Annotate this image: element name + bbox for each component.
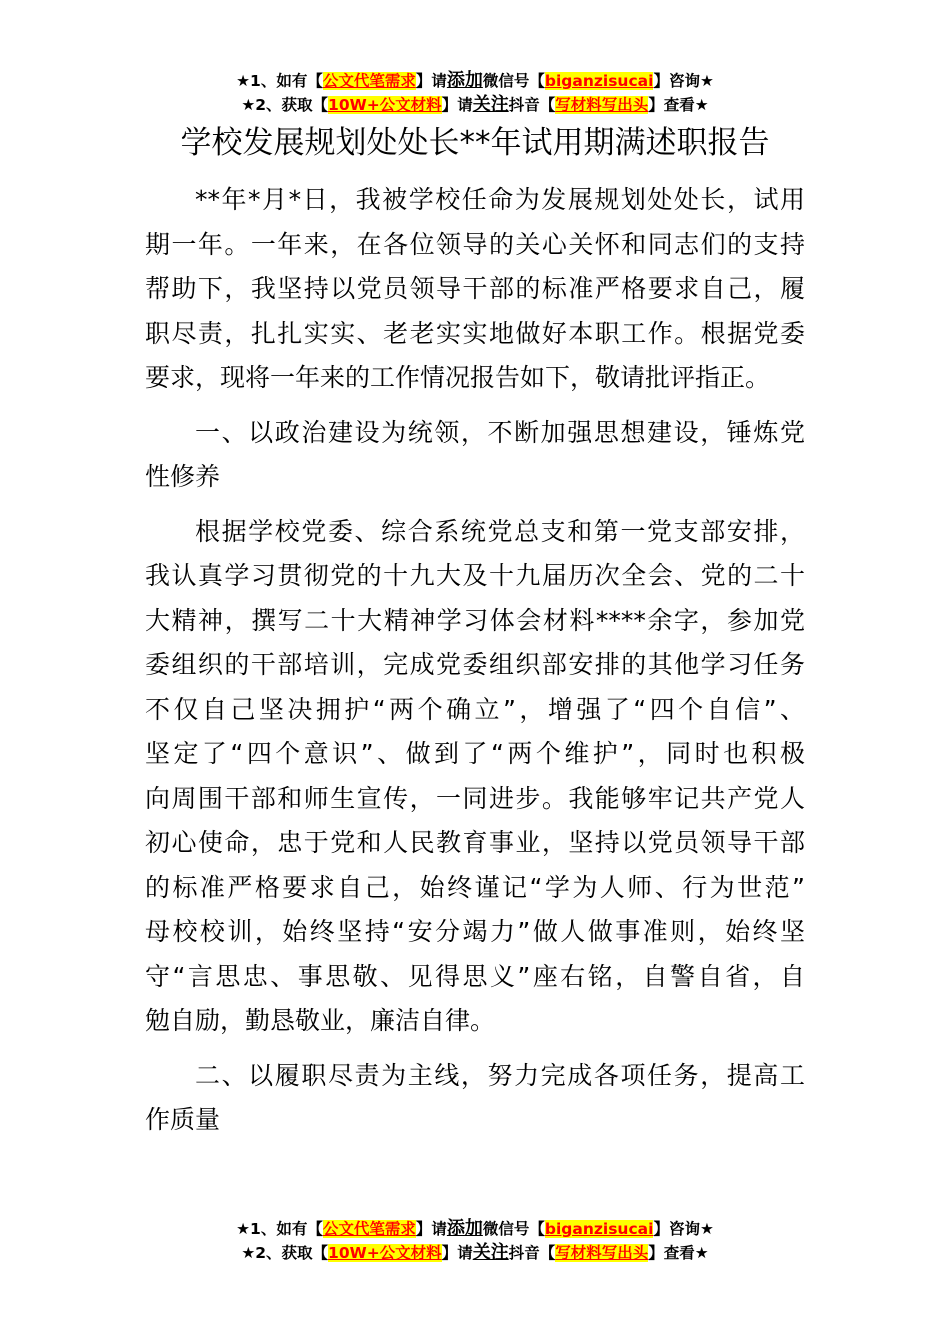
promo-emphasis: 关注	[472, 94, 509, 115]
paragraph	[145, 1054, 805, 1143]
paragraph-line: 期一年。一年来，在各位领导的关心关怀和同志们的支持	[145, 229, 805, 259]
paragraph-line: 坚定了“四个意识”、做到了“两个维护”，同时也积极	[145, 739, 805, 768]
paragraph-line: 帮助下，我坚持以党员领导干部的标准严格要求自己，履	[145, 274, 805, 303]
promo-douyin-id: 写材料写出头	[555, 1244, 649, 1262]
paragraph-line: 大精神，撰写二十大精神学习体会材料****余字，参加党	[145, 605, 805, 635]
paragraph-line: 委组织的干部培训，完成党委组织部安排的其他学习任务	[145, 650, 805, 679]
paragraph-line: 职尽责，扎扎实实、老老实实地做好本职工作。根据党委	[145, 318, 805, 348]
promo-header	[0, 69, 950, 117]
paragraph-line: 二、以履职尽责为主线，努力完成各项任务，提高工	[195, 1060, 805, 1090]
promo-highlight: 公文代笔需求	[322, 1220, 416, 1238]
paragraph-line: 母校校训，始终坚持“安分竭力”做人做事准则，始终坚	[145, 917, 805, 946]
promo-highlight: 10W+公文材料	[328, 96, 442, 114]
promo-text: 抖音【	[508, 96, 556, 114]
promo-highlight: 10W+公文材料	[328, 1244, 442, 1262]
paragraph-line: 勉自励，勤恳敬业，廉洁自律。	[145, 1006, 496, 1035]
promo-line-1	[0, 69, 950, 93]
promo-emphasis: 添加	[446, 70, 483, 91]
promo-text: 】请	[441, 1244, 473, 1262]
paragraph-line: **年*月*日，我被学校任命为发展规划处处长，试用	[195, 185, 805, 214]
paragraph	[145, 510, 805, 1044]
promo-text: 】咨询★	[653, 1220, 714, 1238]
paragraph-line: 我认真学习贯彻党的十九大及十九届历次全会、党的二十	[145, 561, 805, 590]
promo-text: 微信号【	[482, 1220, 545, 1238]
promo-text: 微信号【	[482, 72, 545, 90]
promo-text: 】咨询★	[653, 72, 714, 90]
promo-text: ★1、如有【	[236, 72, 323, 90]
promo-text: 】请	[415, 1220, 447, 1238]
paragraph-line: 的标准严格要求自己，始终谨记“学为人师、行为世范”	[145, 872, 805, 902]
paragraph-line: 作质量	[145, 1105, 221, 1134]
promo-text: 】查看★	[648, 1244, 709, 1262]
paragraph-line: 不仅自己坚决拥护“两个确立”，增强了“四个自信”、	[145, 694, 805, 724]
promo-footer	[0, 1217, 950, 1265]
promo-wechat-id: biganzisucai	[544, 1220, 654, 1238]
paragraph-line: 要求，现将一年来的工作情况报告如下，敬请批评指正。	[145, 363, 771, 392]
document-body	[145, 178, 805, 1153]
promo-line-2	[0, 93, 950, 117]
promo-text: 抖音【	[508, 1244, 556, 1262]
promo-line-2	[0, 1241, 950, 1265]
promo-highlight: 公文代笔需求	[322, 72, 416, 90]
promo-line-1	[0, 1217, 950, 1241]
promo-text: ★2、获取【	[241, 1244, 329, 1262]
paragraph-line: 根据学校党委、综合系统党总支和第一党支部安排，	[195, 516, 805, 546]
promo-text: 】查看★	[648, 96, 709, 114]
promo-emphasis: 关注	[472, 1242, 509, 1263]
paragraph-line: 向周围干部和师生宣传，一同进步。我能够牢记共产党人	[145, 783, 805, 813]
paragraph-line: 一、以政治建设为统领，不断加强思想建设，锤炼党	[195, 417, 805, 447]
paragraph-line: 守“言思忠、事思敬、见得思义”座右铭，自警自省，自	[145, 961, 805, 991]
paragraph-line: 初心使命，忠于党和人民教育事业，坚持以党员领导干部	[145, 828, 805, 857]
promo-wechat-id: biganzisucai	[544, 72, 654, 90]
promo-text: 】请	[415, 72, 447, 90]
promo-text: 】请	[441, 96, 473, 114]
promo-emphasis: 添加	[446, 1218, 483, 1239]
promo-douyin-id: 写材料写出头	[555, 96, 649, 114]
document-title: 学校发展规划处处长**年试用期满述职报告	[180, 125, 770, 161]
paragraph	[145, 178, 805, 401]
paragraph-line: 性修养	[145, 462, 221, 491]
paragraph	[145, 411, 805, 500]
promo-text: ★2、获取【	[241, 96, 329, 114]
promo-text: ★1、如有【	[236, 1220, 323, 1238]
